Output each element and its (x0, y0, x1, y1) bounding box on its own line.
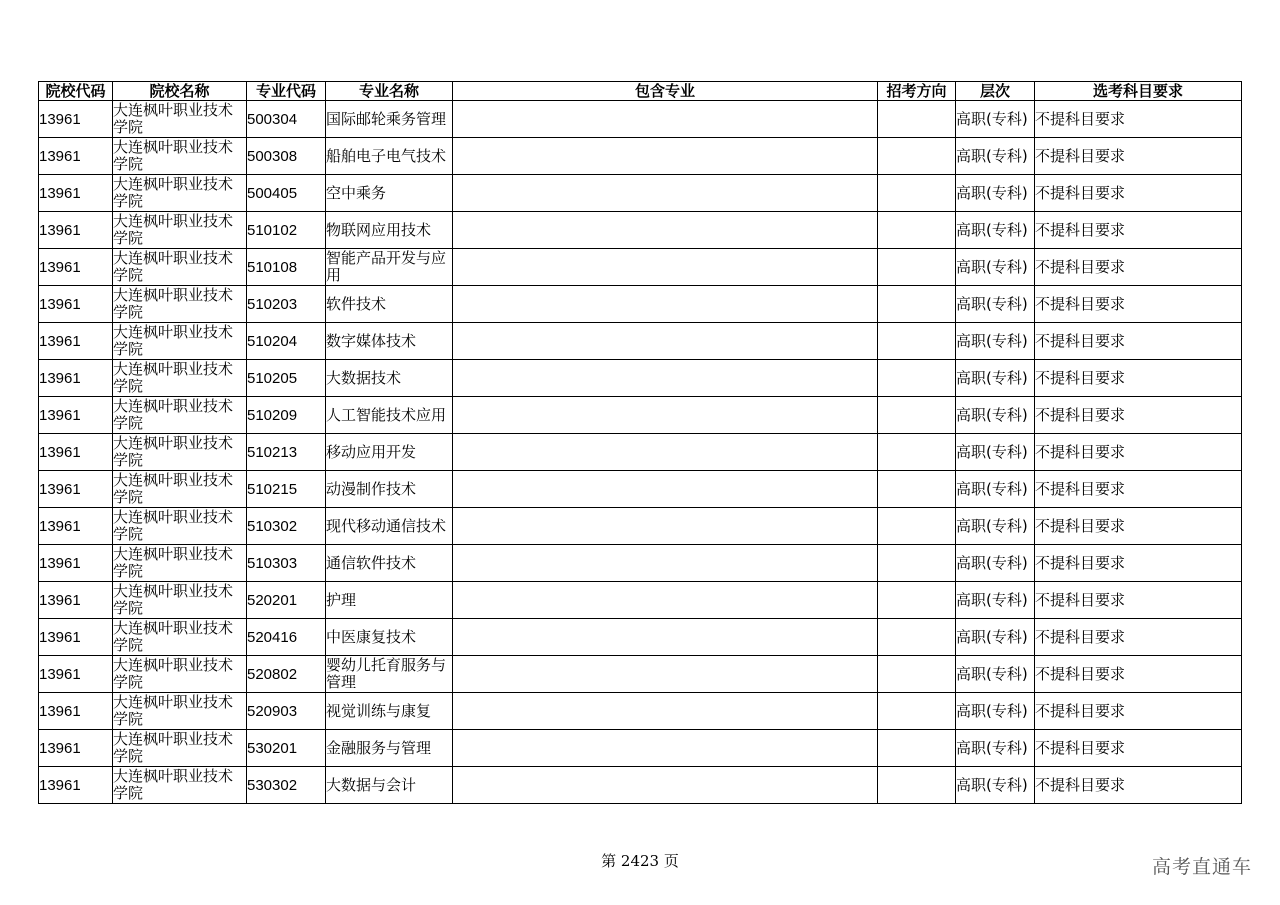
table-row (39, 175, 1242, 212)
cell-major-name: 船舶电子电气技术 (326, 138, 453, 175)
watermark-text: 高考直通车 (1151, 856, 1252, 878)
cell-level: 高职(专科) (956, 508, 1035, 545)
cell-school-code: 13961 (39, 730, 113, 767)
table-row (39, 249, 1242, 286)
cell-school-name: 大连枫叶职业技术学院 (113, 101, 247, 138)
admissions-table (38, 81, 1242, 804)
cell-requirement: 不提科目要求 (1035, 508, 1242, 545)
table-row (39, 619, 1242, 656)
table-body (39, 101, 1242, 804)
cell-major-code: 510204 (247, 323, 326, 360)
cell-school-code: 13961 (39, 323, 113, 360)
cell-school-name: 大连枫叶职业技术学院 (113, 434, 247, 471)
cell-level: 高职(专科) (956, 656, 1035, 693)
cell-school-name: 大连枫叶职业技术学院 (113, 286, 247, 323)
cell-major-name: 大数据与会计 (326, 767, 453, 804)
table-row (39, 767, 1242, 804)
cell-included-majors (453, 249, 878, 286)
cell-requirement: 不提科目要求 (1035, 656, 1242, 693)
cell-level: 高职(专科) (956, 693, 1035, 730)
cell-major-code: 520201 (247, 582, 326, 619)
header-direction: 招考方向 (878, 82, 956, 101)
cell-direction (878, 212, 956, 249)
cell-school-code: 13961 (39, 360, 113, 397)
cell-level: 高职(专科) (956, 138, 1035, 175)
cell-requirement: 不提科目要求 (1035, 212, 1242, 249)
cell-major-code: 510203 (247, 286, 326, 323)
cell-included-majors (453, 323, 878, 360)
cell-school-name: 大连枫叶职业技术学院 (113, 323, 247, 360)
cell-included-majors (453, 471, 878, 508)
cell-requirement: 不提科目要求 (1035, 175, 1242, 212)
table-row (39, 471, 1242, 508)
cell-requirement: 不提科目要求 (1035, 286, 1242, 323)
cell-school-name: 大连枫叶职业技术学院 (113, 471, 247, 508)
cell-major-name: 物联网应用技术 (326, 212, 453, 249)
cell-direction (878, 286, 956, 323)
cell-major-code: 510205 (247, 360, 326, 397)
table-row (39, 138, 1242, 175)
header-school-code: 院校代码 (39, 82, 113, 101)
cell-included-majors (453, 619, 878, 656)
cell-major-name: 金融服务与管理 (326, 730, 453, 767)
cell-school-name: 大连枫叶职业技术学院 (113, 693, 247, 730)
cell-major-code: 510302 (247, 508, 326, 545)
cell-school-code: 13961 (39, 138, 113, 175)
cell-major-name: 空中乘务 (326, 175, 453, 212)
cell-requirement: 不提科目要求 (1035, 434, 1242, 471)
cell-requirement: 不提科目要求 (1035, 619, 1242, 656)
cell-direction (878, 101, 956, 138)
cell-major-name: 人工智能技术应用 (326, 397, 453, 434)
cell-requirement: 不提科目要求 (1035, 545, 1242, 582)
header-row (39, 82, 1242, 101)
header-major-code: 专业代码 (247, 82, 326, 101)
cell-school-code: 13961 (39, 175, 113, 212)
cell-direction (878, 582, 956, 619)
cell-school-name: 大连枫叶职业技术学院 (113, 767, 247, 804)
cell-level: 高职(专科) (956, 360, 1035, 397)
cell-school-code: 13961 (39, 471, 113, 508)
cell-level: 高职(专科) (956, 101, 1035, 138)
cell-included-majors (453, 508, 878, 545)
cell-school-code: 13961 (39, 212, 113, 249)
cell-included-majors (453, 545, 878, 582)
cell-major-name: 移动应用开发 (326, 434, 453, 471)
cell-major-name: 现代移动通信技术 (326, 508, 453, 545)
cell-school-name: 大连枫叶职业技术学院 (113, 249, 247, 286)
cell-included-majors (453, 767, 878, 804)
cell-direction (878, 767, 956, 804)
cell-level: 高职(专科) (956, 471, 1035, 508)
cell-requirement: 不提科目要求 (1035, 582, 1242, 619)
cell-included-majors (453, 656, 878, 693)
cell-direction (878, 693, 956, 730)
table-row (39, 212, 1242, 249)
cell-level: 高职(专科) (956, 397, 1035, 434)
cell-level: 高职(专科) (956, 212, 1035, 249)
cell-level: 高职(专科) (956, 767, 1035, 804)
cell-level: 高职(专科) (956, 249, 1035, 286)
cell-level: 高职(专科) (956, 545, 1035, 582)
cell-major-name: 动漫制作技术 (326, 471, 453, 508)
cell-school-name: 大连枫叶职业技术学院 (113, 656, 247, 693)
cell-school-code: 13961 (39, 286, 113, 323)
cell-school-name: 大连枫叶职业技术学院 (113, 730, 247, 767)
cell-requirement: 不提科目要求 (1035, 360, 1242, 397)
cell-direction (878, 175, 956, 212)
cell-included-majors (453, 397, 878, 434)
cell-major-name: 软件技术 (326, 286, 453, 323)
cell-major-code: 520416 (247, 619, 326, 656)
cell-school-code: 13961 (39, 101, 113, 138)
table-row (39, 656, 1242, 693)
cell-direction (878, 138, 956, 175)
cell-direction (878, 360, 956, 397)
cell-direction (878, 730, 956, 767)
cell-level: 高职(专科) (956, 323, 1035, 360)
cell-included-majors (453, 101, 878, 138)
cell-school-code: 13961 (39, 767, 113, 804)
cell-school-code: 13961 (39, 434, 113, 471)
table-row (39, 286, 1242, 323)
cell-major-name: 中医康复技术 (326, 619, 453, 656)
cell-requirement: 不提科目要求 (1035, 767, 1242, 804)
cell-school-name: 大连枫叶职业技术学院 (113, 138, 247, 175)
cell-direction (878, 471, 956, 508)
table-row (39, 323, 1242, 360)
cell-school-code: 13961 (39, 619, 113, 656)
cell-level: 高职(专科) (956, 582, 1035, 619)
header-level: 层次 (956, 82, 1035, 101)
cell-requirement: 不提科目要求 (1035, 693, 1242, 730)
cell-major-code: 530302 (247, 767, 326, 804)
cell-included-majors (453, 434, 878, 471)
cell-direction (878, 434, 956, 471)
cell-major-code: 530201 (247, 730, 326, 767)
cell-school-code: 13961 (39, 656, 113, 693)
cell-school-name: 大连枫叶职业技术学院 (113, 619, 247, 656)
cell-requirement: 不提科目要求 (1035, 249, 1242, 286)
cell-included-majors (453, 138, 878, 175)
cell-major-name: 通信软件技术 (326, 545, 453, 582)
cell-level: 高职(专科) (956, 286, 1035, 323)
page-number: 第 2423 页 (601, 852, 679, 870)
cell-major-code: 520903 (247, 693, 326, 730)
cell-school-code: 13961 (39, 545, 113, 582)
cell-school-name: 大连枫叶职业技术学院 (113, 545, 247, 582)
cell-school-code: 13961 (39, 693, 113, 730)
header-requirement: 选考科目要求 (1035, 82, 1242, 101)
cell-level: 高职(专科) (956, 619, 1035, 656)
cell-school-code: 13961 (39, 249, 113, 286)
table-row (39, 101, 1242, 138)
cell-included-majors (453, 286, 878, 323)
table-row (39, 508, 1242, 545)
cell-requirement: 不提科目要求 (1035, 138, 1242, 175)
cell-major-name: 数字媒体技术 (326, 323, 453, 360)
cell-requirement: 不提科目要求 (1035, 101, 1242, 138)
cell-direction (878, 545, 956, 582)
cell-major-name: 护理 (326, 582, 453, 619)
header-included-majors: 包含专业 (453, 82, 878, 101)
cell-major-code: 510108 (247, 249, 326, 286)
cell-school-name: 大连枫叶职业技术学院 (113, 360, 247, 397)
cell-school-code: 13961 (39, 582, 113, 619)
cell-level: 高职(专科) (956, 730, 1035, 767)
header-school-name: 院校名称 (113, 82, 247, 101)
cell-direction (878, 656, 956, 693)
cell-level: 高职(专科) (956, 434, 1035, 471)
header-major-name: 专业名称 (326, 82, 453, 101)
cell-included-majors (453, 730, 878, 767)
cell-included-majors (453, 360, 878, 397)
table-row (39, 360, 1242, 397)
cell-included-majors (453, 693, 878, 730)
cell-major-code: 500308 (247, 138, 326, 175)
table-row (39, 730, 1242, 767)
cell-major-name: 视觉训练与康复 (326, 693, 453, 730)
cell-included-majors (453, 212, 878, 249)
cell-school-name: 大连枫叶职业技术学院 (113, 212, 247, 249)
cell-direction (878, 397, 956, 434)
table-header (39, 82, 1242, 101)
cell-direction (878, 323, 956, 360)
cell-major-name: 婴幼儿托育服务与管理 (326, 656, 453, 693)
cell-major-name: 智能产品开发与应用 (326, 249, 453, 286)
cell-included-majors (453, 175, 878, 212)
cell-major-name: 大数据技术 (326, 360, 453, 397)
table-row (39, 545, 1242, 582)
cell-requirement: 不提科目要求 (1035, 730, 1242, 767)
cell-direction (878, 249, 956, 286)
table-row (39, 582, 1242, 619)
cell-major-code: 500304 (247, 101, 326, 138)
cell-requirement: 不提科目要求 (1035, 471, 1242, 508)
cell-direction (878, 619, 956, 656)
cell-school-name: 大连枫叶职业技术学院 (113, 397, 247, 434)
cell-major-code: 510102 (247, 212, 326, 249)
cell-major-code: 520802 (247, 656, 326, 693)
cell-major-code: 510303 (247, 545, 326, 582)
table-row (39, 434, 1242, 471)
cell-requirement: 不提科目要求 (1035, 397, 1242, 434)
cell-major-name: 国际邮轮乘务管理 (326, 101, 453, 138)
cell-included-majors (453, 582, 878, 619)
table-row (39, 397, 1242, 434)
cell-major-code: 510209 (247, 397, 326, 434)
cell-level: 高职(专科) (956, 175, 1035, 212)
cell-school-code: 13961 (39, 508, 113, 545)
cell-requirement: 不提科目要求 (1035, 323, 1242, 360)
cell-major-code: 510215 (247, 471, 326, 508)
cell-school-code: 13961 (39, 397, 113, 434)
cell-school-name: 大连枫叶职业技术学院 (113, 582, 247, 619)
cell-school-name: 大连枫叶职业技术学院 (113, 508, 247, 545)
table-row (39, 693, 1242, 730)
cell-school-name: 大连枫叶职业技术学院 (113, 175, 247, 212)
cell-major-code: 510213 (247, 434, 326, 471)
cell-major-code: 500405 (247, 175, 326, 212)
cell-direction (878, 508, 956, 545)
